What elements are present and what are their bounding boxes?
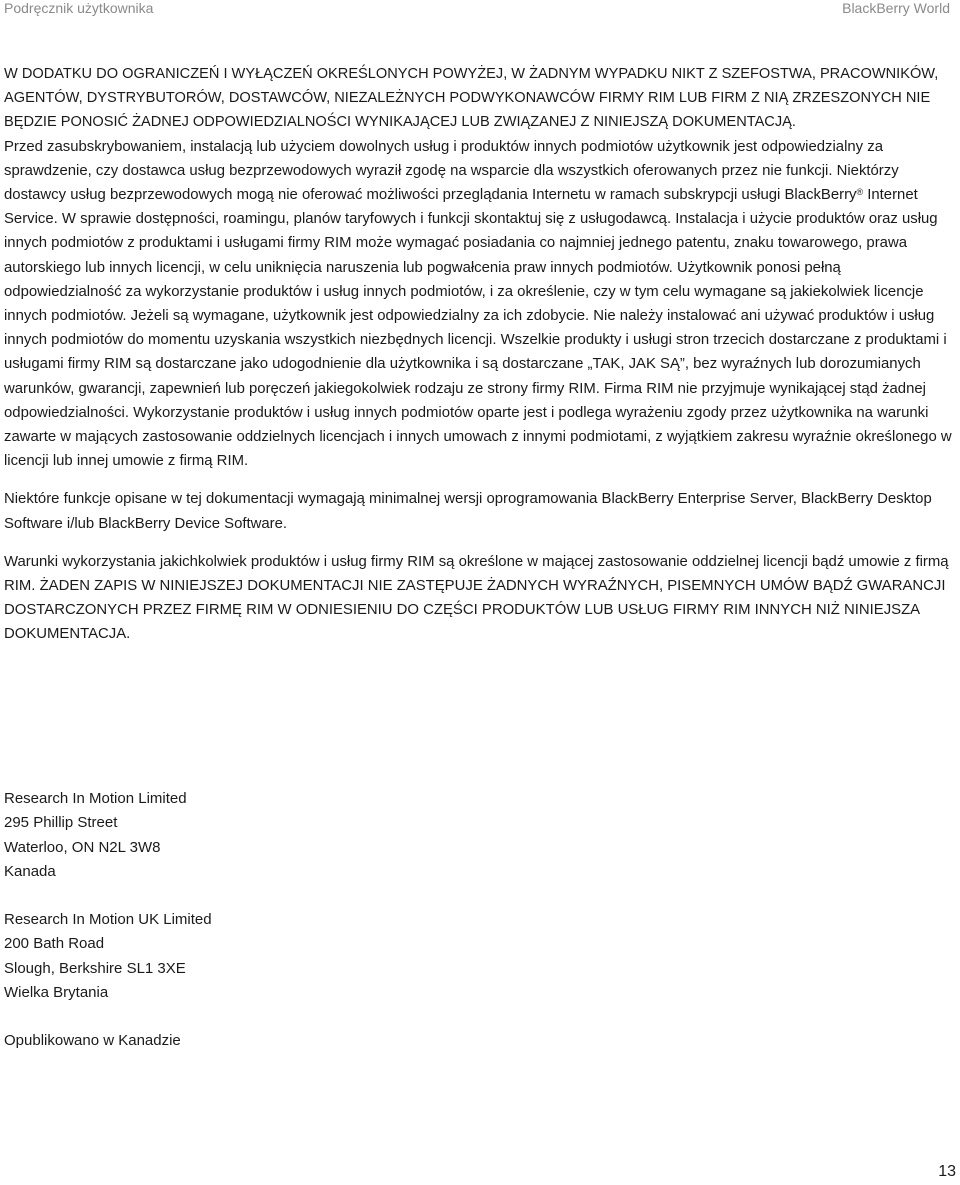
third-party-text-part-1: Przed zasubskrybowaniem, instalacją lub użyciem dowolnych usług i produktów innych podmiotów użytkownik jest odpowiedzialny za sprawdzenie, czy dostawca usług bezprzewodowych wyraził zgodę na wsparcie dla wszystkich oferowanych przez nie funkcji. Niektórzy dostawcy usług bezprzewodowych mogą nie oferować możliwości przeglądania Internetu w ramach subskrypcji usługi BlackBerry [4,138,899,204]
document-title: Podręcznik użytkownika [4,0,154,16]
address-city: Slough, Berkshire SL1 3XE [4,959,186,977]
third-party-text-part-2: Internet Service. W sprawie dostępności, roamingu, planów taryfowych i funkcji skontaktuj się z usługodawcą. Instalacja i użycie produktów oraz usług innych podmiotów z produktami i usługami firmy RIM może wymagać posiadania co najmniej jednego patentu, znaku towarowego, prawa autorskiego lub innych licencji, w celu uniknięcia naruszenia lub pogwałcenia praw innych podmiotów. Użytkownik ponosi pełną odpowiedzialność za wykorzystanie produktów i usług innych podmiotów, i za określenie, czy w tym celu wymagane są jakiekolwiek licencje innych podmiotów. Jeżeli są wymagane, użytkownik jest odpowiedzialny za ich zdobycie. Nie należy instalować ani używać produktów i usług innych podmiotów do momentu uzyskania wszystkich niezbędnych licencji. Wszelkie produkty i usługi stron trzecich dostarczane z produktami i usługami firmy RIM są dostarczane jako udogodnienie dla użytkownika i są dostarczane „TAK, JAK SĄ”, bez wyraźnych lub dorozumianych warunków, gwarancji, zapewnień lub poręczeń jakiegokolwiek rodzaju ze strony firmy RIM. Firma RIM nie przyjmuje wynikającej stąd żadnej odpowiedzialności. Wykorzystanie produktów i usług innych podmiotów oparte jest i podlega wyrażeniu zgody przez użytkownika na warunki zawarte w mających zastosowanie oddzielnych licencjach i innych umowach z innymi podmiotami, z wyjątkiem zakresu wyraźnie określonego w licencji lub innej umowie z firmą RIM. [4,187,952,470]
address-street: 200 Bath Road [4,935,105,953]
registered-trademark-mark: ® [856,187,864,198]
section-title: BlackBerry World [842,0,950,16]
address-city: Waterloo, ON N2L 3W8 [4,838,161,856]
published-note: Opublikowano w Kanadzie [4,1032,181,1049]
minimum-versions-paragraph: Niektóre funkcje opisane w tej dokumentacji wymagają minimalnej wersji oprogramowania BlackBerry Enterprise Server, BlackBerry Desktop Software i/lub BlackBerry Device Software. [4,491,932,532]
canada-address-block [4,787,187,884]
page-header [0,0,960,20]
address-country: Wielka Brytania [4,983,109,1001]
address-street: 295 Phillip Street [4,814,118,832]
address-company: Research In Motion Limited [4,790,187,807]
address-company: Research In Motion UK Limited [4,911,212,928]
liability-disclaimer-paragraph: W DODATKU DO OGRANICZEŃ I WYŁĄCZEŃ OKREŚLONYCH POWYŻEJ, W ŻADNYM WYPADKU NIKT Z SZEFOSTWA, PRACOWNIKÓW, AGENTÓW, DYSTRYBUTORÓW, DOSTAWCÓW, NIEZALEŻNYCH PODWYKONAWCÓW FIRMY RIM LUB FIRM Z NIĄ ZRZESZONYCH NIE BĘDZIE PONOSIĆ ŻADNEJ ODPOWIEDZIALNOŚCI WYNIKAJĄCEJ LUB ZWIĄZANEJ Z NINIEJSZĄ DOKUMENTACJĄ. [4,66,939,131]
third-party-products-paragraph [4,135,952,474]
terms-of-use-paragraph: Warunki wykorzystania jakichkolwiek produktów i usług firmy RIM są określone w mającej zastosowanie oddzielnej licencji bądź umowie z firmą RIM. ŻADEN ZAPIS W NINIEJSZEJ DOKUMENTACJI NIE ZASTĘPUJE ŻADNYCH WYRAŹNYCH, PISEMNYCH UMÓW BĄDŹ GWARANCJI DOSTARCZONYCH PRZEZ FIRMĘ RIM W ODNIESIENIU DO CZĘŚCI PRODUKTÓW LUB USŁUG FIRMY RIM INNYCH NIŻ NINIEJSZA DOKUMENTACJA. [4,553,949,643]
address-country: Kanada [4,862,56,880]
page-number: 13 [938,1163,956,1180]
legal-notice-body [4,62,952,661]
uk-address-block [4,908,212,1005]
